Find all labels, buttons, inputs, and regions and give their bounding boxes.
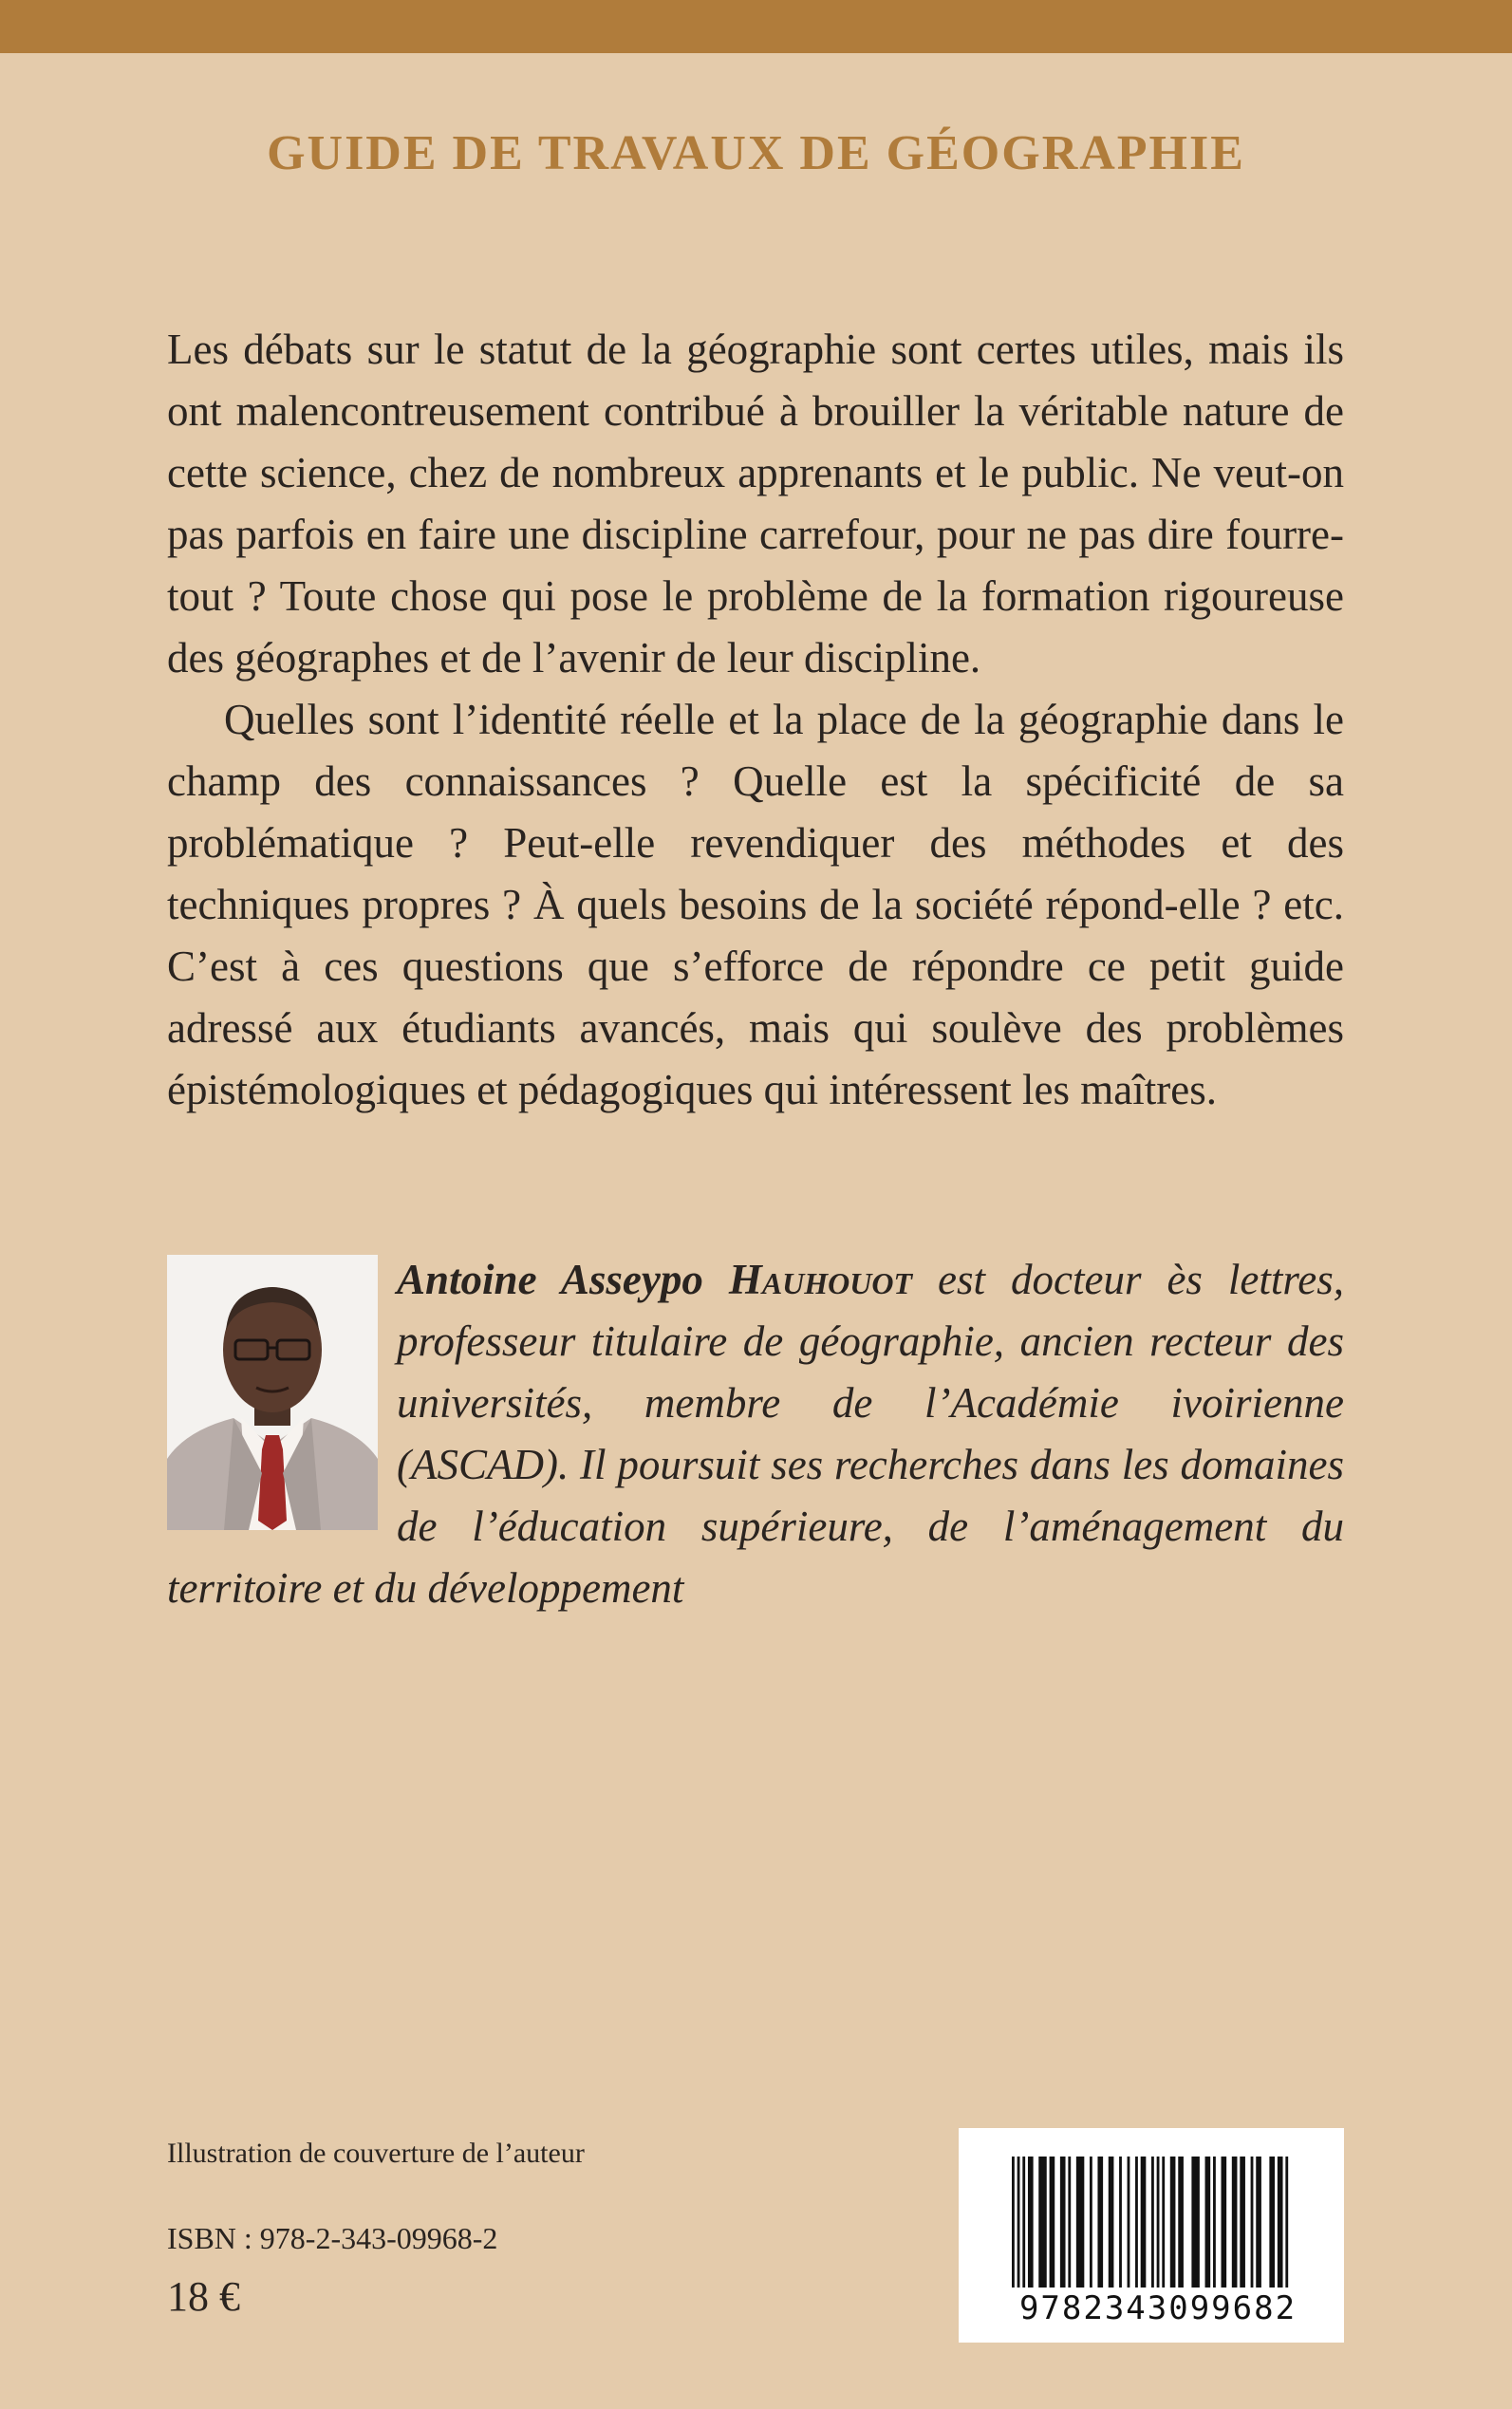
cover-illustration-credit: Illustration de couverture de l’auteur — [167, 2138, 585, 2169]
author-portrait-icon — [167, 1255, 378, 1530]
barcode-bar — [1012, 2157, 1015, 2288]
book-title: GUIDE DE TRAVAUX DE GÉOGRAPHIE — [267, 126, 1245, 180]
barcode-bar — [1128, 2157, 1130, 2288]
blurb-paragraph-2: Quelles sont l’identité réelle et la place de la géographie dans le champ des connaissances ? Quelle est la spécificité de sa problématique ? Peut-elle revendiquer des méthodes et des techniques propres ? À quels besoins de la société répond-elle ? etc. C’est à ces questions que s’efforce de répondre ce petit guide adressé aux étudiants avancés, mais qui soulève des problèmes épistémologiques et pédagogiques qui intéressent les maîtres. — [167, 696, 1344, 1113]
barcode-icon — [1012, 2157, 1291, 2288]
author-bio-block — [167, 1249, 1344, 1619]
barcode-bar — [1068, 2157, 1071, 2288]
price: 18 € — [167, 2273, 240, 2320]
barcode-bar — [1135, 2157, 1138, 2288]
barcode-digits: 9782343099682 — [1018, 2289, 1297, 2327]
barcode-bar — [1251, 2157, 1254, 2288]
barcode-bar — [1162, 2157, 1165, 2288]
barcode-bar — [1178, 2157, 1184, 2288]
barcode-bar — [1038, 2157, 1046, 2288]
back-cover-blurb — [167, 319, 1344, 1121]
barcode-bar — [1119, 2157, 1122, 2288]
blurb-paragraph-1: Les débats sur le statut de la géographie sont certes utiles, mais ils ont malencontreusement contribué à brouiller la véritable nature de cette science, chez de nombreux apprenants et le public. Ne veut-on pas parfois en faire une discipline carrefour, pour ne pas dire fourre-tout ? Toute chose qui pose le problème de la formation rigoureuse des géographes et de l’avenir de leur discipline. — [167, 326, 1344, 682]
author-first-names: Antoine Asseypo — [397, 1256, 703, 1303]
barcode-bar — [1191, 2157, 1199, 2288]
barcode-bar — [1285, 2157, 1288, 2288]
barcode-bar — [1213, 2157, 1216, 2288]
barcode-bar — [1097, 2157, 1103, 2288]
barcode-bar — [1240, 2157, 1245, 2288]
author-photo — [167, 1255, 378, 1530]
barcode-bar — [1022, 2157, 1025, 2288]
barcode-bar — [1205, 2157, 1211, 2288]
barcode-bar — [1090, 2157, 1092, 2288]
barcode — [959, 2128, 1344, 2343]
barcode-bar — [1256, 2157, 1261, 2288]
barcode-bar — [1232, 2157, 1238, 2288]
isbn-number: ISBN : 978-2-343-09968-2 — [167, 2221, 498, 2255]
barcode-bar — [1076, 2157, 1084, 2288]
barcode-bar — [1278, 2157, 1283, 2288]
author-surname: Hauhouot — [728, 1256, 913, 1303]
barcode-bar — [1170, 2157, 1176, 2288]
barcode-bar — [1269, 2157, 1275, 2288]
barcode-bar — [1109, 2157, 1114, 2288]
top-color-band — [0, 0, 1512, 53]
barcode-bar — [1060, 2157, 1066, 2288]
barcode-bar — [1028, 2157, 1034, 2288]
barcode-bar — [1050, 2157, 1055, 2288]
barcode-bar — [1222, 2157, 1227, 2288]
barcode-bar — [1157, 2157, 1160, 2288]
barcode-bar — [1151, 2157, 1154, 2288]
author-bio-text: est docteur ès lettres, professeur titulaire de géographie, ancien recteur des universités, membre de l’Académie ivoirienne (ASCAD). Il poursuit ses recherches dans les domaines de l’éducation supérieure, de l’aménagement du territoire et du développement — [167, 1256, 1344, 1612]
barcode-bar — [1141, 2157, 1147, 2288]
barcode-bar — [1017, 2157, 1020, 2288]
